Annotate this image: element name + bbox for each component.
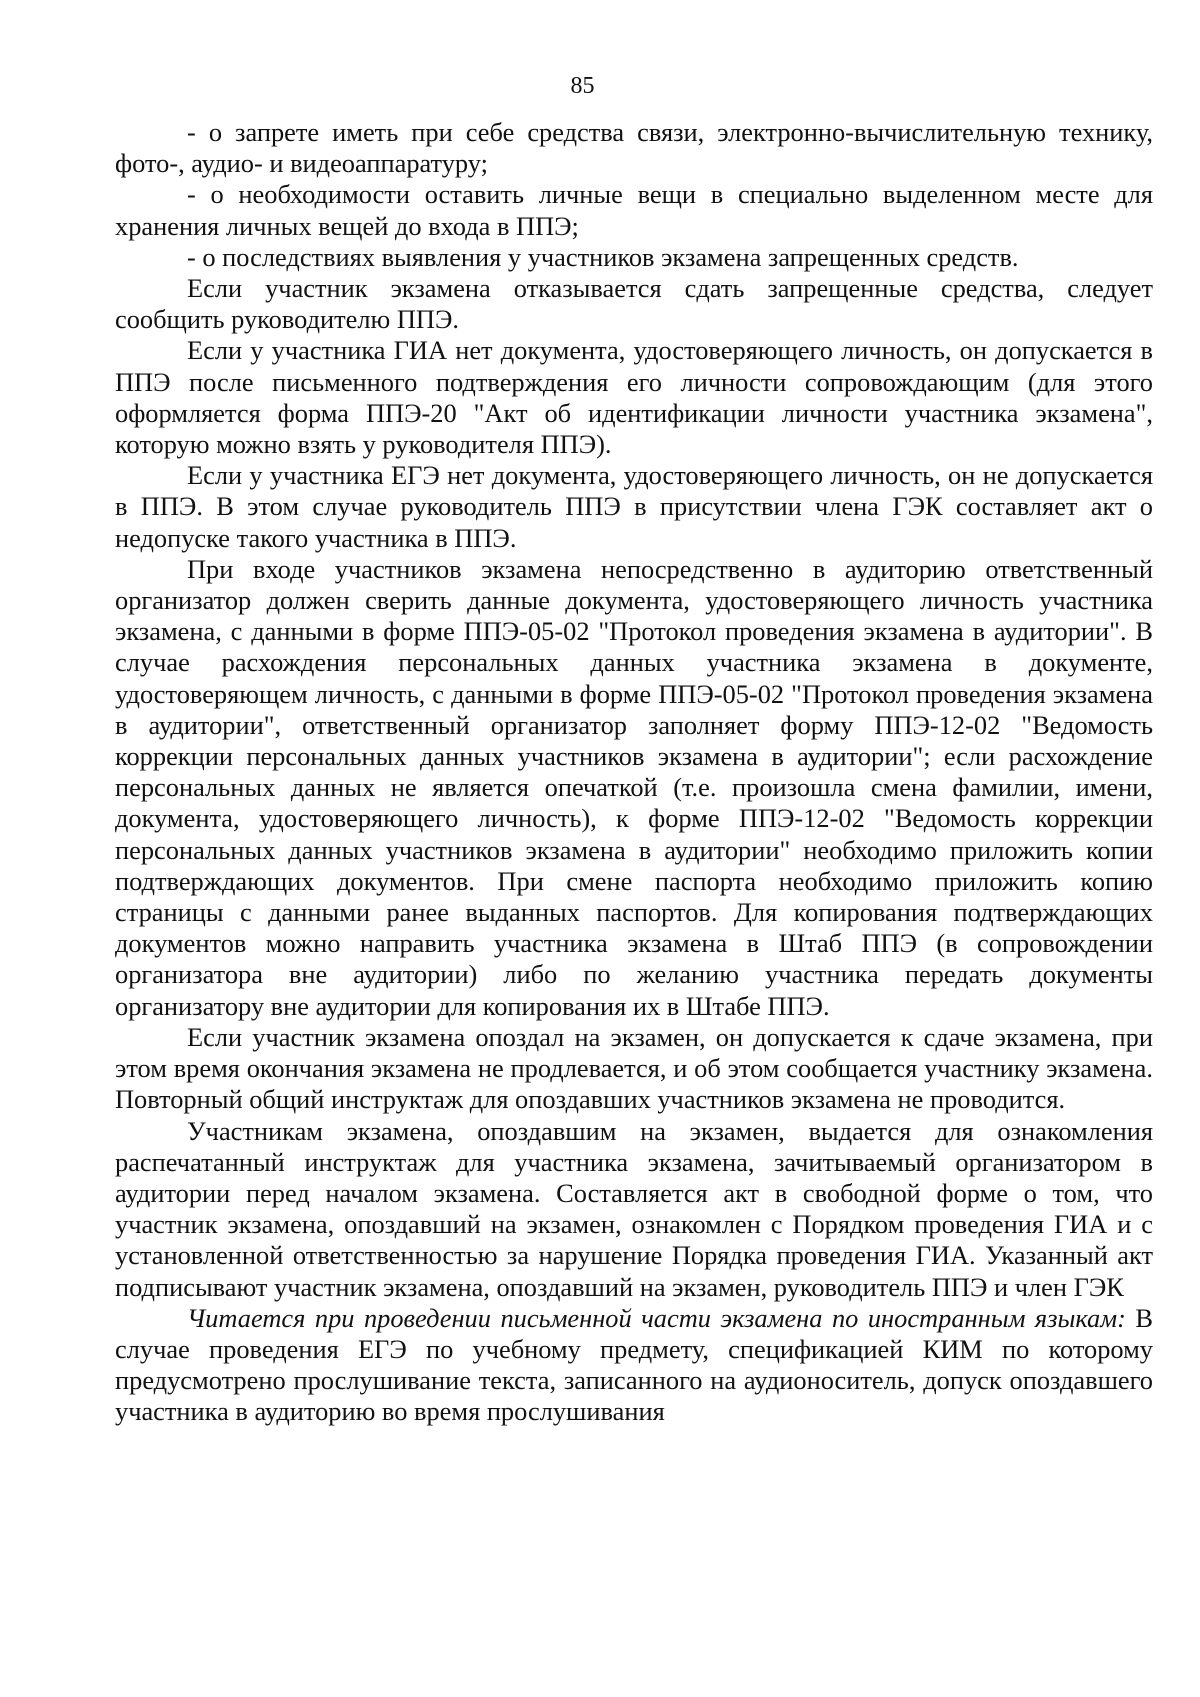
paragraph-auditorium-entry: При входе участников экзамена непосредственно в аудиторию ответственный организатор должен сверить данные документа, удостоверяющего личность участника экзамена, с данными в форме ППЭ-05-02 "Протокол проведения экзамена в аудитории". В случае расхождения персональных данных участника экзамена в документе, удостоверяющем личность, с данными в форме ППЭ-05-02 "Протокол проведения экзамена в аудитории", ответственный организатор заполняет форму ППЭ-12-02 "Ведомость коррекции персональных данных участников экзамена в аудитории"; если расхождение персональных данных не является опечаткой (т.е. произошла смена фамилии, имени, документа, удостоверяющего личность), к форме ППЭ-12-02 "Ведомость коррекции персональных данных участников экзамена в аудитории" необходимо приложить копии подтверждающих документов. При смене паспорта необходимо приложить копию страницы с данными ранее выданных паспортов. Для копирования подтверждающих документов можно направить участника экзамена в Штаб ППЭ (в сопровождении организатора вне аудитории) либо по желанию участника передать документы организатору вне аудитории для копирования их в Штабе ППЭ. bbox=[115, 553, 1153, 1021]
document-body bbox=[115, 117, 1153, 1428]
italic-lead-in: Читается при проведении письменной части экзамена по иностранным языкам: bbox=[187, 1302, 1126, 1333]
paragraph-foreign-languages-text: В случае проведения ЕГЭ по учебному предмету, спецификацией КИМ по которому предусмотрено прослушивание текста, записанного на аудионоситель, допуск опоздавшего участника в аудиторию во время прослушивания bbox=[115, 1302, 1153, 1427]
paragraph-consequences: - о последствиях выявления у участников экзамена запрещенных средств. bbox=[187, 241, 1019, 272]
page-number: 85 bbox=[570, 73, 595, 99]
paragraph-foreign-languages bbox=[115, 1303, 1153, 1428]
paragraph-ege-no-document: Если у участника ЕГЭ нет документа, удостоверяющего личность, он не допускается в ППЭ. В этом случае руководитель ППЭ в присутствии члена ГЭК составляет акт о недопуске такого участника в ППЭ. bbox=[115, 460, 1153, 553]
paragraph-gia-no-document: Если у участника ГИА нет документа, удостоверяющего личность, он допускается в ППЭ после письменного подтверждения его личности сопровождающим (для этого оформляется форма ППЭ-20 "Акт об идентификации личности участника экзамена", которую можно взять у руководителя ППЭ). bbox=[115, 335, 1153, 460]
paragraph-ban-devices: - о запрете иметь при себе средства связи, электронно-вычислительную технику, фото-, аудио- и видеоаппаратуру; bbox=[115, 117, 1153, 179]
paragraph-late-arrival: Если участник экзамена опоздал на экзамен, он допускается к сдаче экзамена, при этом время окончания экзамена не продлевается, и об этом сообщается участнику экзамена. Повторный общий инструктаж для опоздавших участников экзамена не проводится. bbox=[115, 1021, 1153, 1115]
paragraph-personal-items: - о необходимости оставить личные вещи в специально выделенном месте для хранения личных вещей до входа в ППЭ; bbox=[115, 179, 1153, 241]
paragraph-late-instructions: Участникам экзамена, опоздавшим на экзамен, выдается для ознакомления распечатанный инструктаж для участника экзамена, зачитываемый организатором в аудитории перед началом экзамена. Составляется акт в свободной форме о том, что участник экзамена, опоздавший на экзамен, ознакомлен с Порядком проведения ГИА и с установленной ответственностью за нарушение Порядка проведения ГИА. Указанный акт подписывают участник экзамена, опоздавший на экзамен, руководитель ППЭ и член ГЭК bbox=[115, 1115, 1153, 1302]
paragraph-refuses-items: Если участник экзамена отказывается сдать запрещенные средства, следует сообщить руководителю ППЭ. bbox=[115, 273, 1153, 335]
